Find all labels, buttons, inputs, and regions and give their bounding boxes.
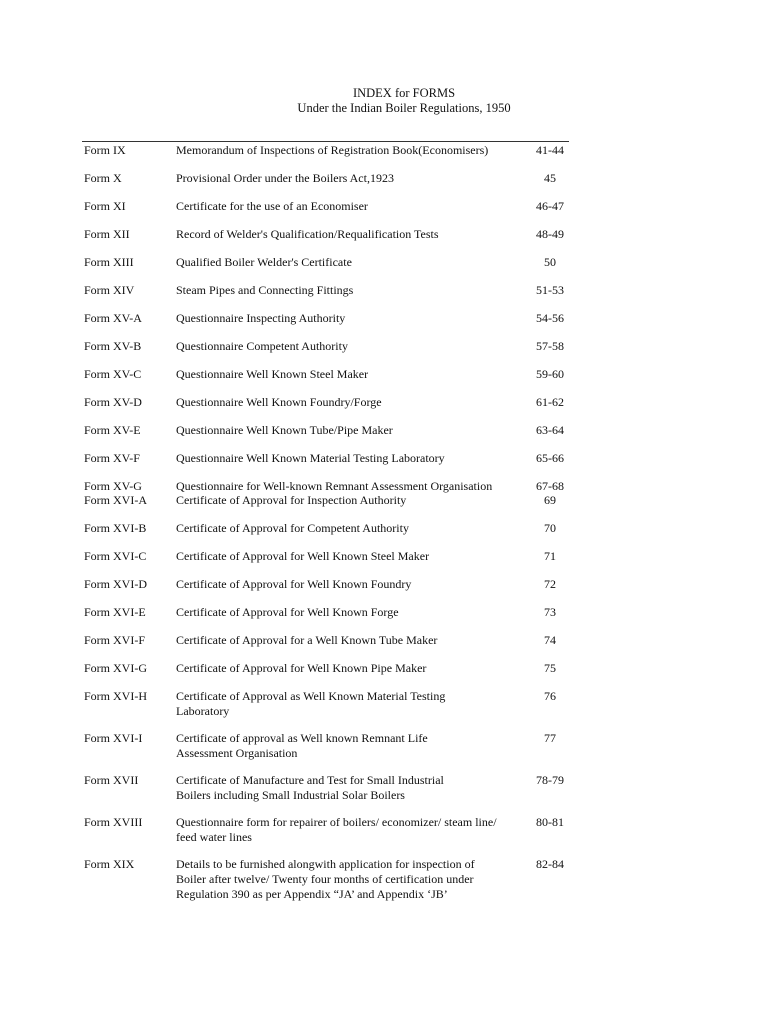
form-number: Form XV-G bbox=[84, 479, 142, 493]
page-range: 50 bbox=[544, 255, 556, 269]
form-description: Certificate for the use of an Economiser bbox=[176, 199, 368, 213]
form-number: Form XV-F bbox=[84, 451, 140, 465]
index-row bbox=[0, 661, 768, 691]
form-description: Memorandum of Inspections of Registration Book(Economisers) bbox=[176, 143, 489, 157]
page-range: 82-84 bbox=[536, 857, 564, 871]
form-number: Form XVI-A bbox=[84, 493, 147, 507]
index-row bbox=[0, 549, 768, 579]
form-description: Details to be furnished alongwith application for inspection of bbox=[176, 857, 475, 871]
page-range: 61-62 bbox=[536, 395, 564, 409]
form-description: Certificate of Approval for Well Known Forge bbox=[176, 605, 399, 619]
form-number: Form XVI-B bbox=[84, 521, 147, 535]
header-rule bbox=[82, 141, 569, 142]
form-description: Steam Pipes and Connecting Fittings bbox=[176, 283, 354, 297]
form-description: Questionnaire Competent Authority bbox=[176, 339, 348, 353]
page-range: 65-66 bbox=[536, 451, 564, 465]
page-range: 41-44 bbox=[536, 143, 564, 157]
form-description: Qualified Boiler Welder's Certificate bbox=[176, 255, 352, 269]
form-number: Form XV-D bbox=[84, 395, 142, 409]
index-row bbox=[0, 339, 768, 369]
form-description: Certificate of Approval for Well Known Pipe Maker bbox=[176, 661, 427, 675]
index-row bbox=[0, 731, 768, 761]
form-number: Form XV-A bbox=[84, 311, 142, 325]
form-description: Laboratory bbox=[176, 704, 230, 718]
form-number: Form XIX bbox=[84, 857, 135, 871]
form-description: Questionnaire Well Known Steel Maker bbox=[176, 367, 369, 381]
index-row bbox=[0, 199, 768, 229]
page-range: 67-68 bbox=[536, 479, 564, 493]
form-number: Form IX bbox=[84, 143, 126, 157]
form-number: Form XVI-E bbox=[84, 605, 146, 619]
page-range: 59-60 bbox=[536, 367, 564, 381]
form-description: Certificate of Approval for Inspection Authority bbox=[176, 493, 407, 507]
form-description: Boilers including Small Industrial Solar Boilers bbox=[176, 788, 405, 802]
index-row bbox=[0, 227, 768, 257]
form-description: Questionnaire Well Known Foundry/Forge bbox=[176, 395, 382, 409]
page-range: 48-49 bbox=[536, 227, 564, 241]
form-number: Form XV-C bbox=[84, 367, 142, 381]
page-range: 74 bbox=[544, 633, 556, 647]
index-row bbox=[0, 605, 768, 635]
index-row bbox=[0, 815, 768, 845]
page-range: 70 bbox=[544, 521, 556, 535]
index-row bbox=[0, 521, 768, 551]
index-row bbox=[0, 857, 768, 901]
page-range: 76 bbox=[544, 689, 556, 703]
index-row bbox=[0, 689, 768, 719]
form-description: Provisional Order under the Boilers Act,1923 bbox=[176, 171, 394, 185]
page-range: 73 bbox=[544, 605, 556, 619]
page-range: 51-53 bbox=[536, 283, 564, 297]
form-description: Certificate of Approval for Competent Authority bbox=[176, 521, 409, 535]
form-number: Form XVI-I bbox=[84, 731, 143, 745]
form-description: feed water lines bbox=[176, 830, 252, 844]
form-number: Form XV-B bbox=[84, 339, 142, 353]
page-range: 46-47 bbox=[536, 199, 564, 213]
page-range: 75 bbox=[544, 661, 556, 675]
form-number: Form XVII bbox=[84, 773, 139, 787]
page-title: INDEX for FORMS bbox=[352, 86, 456, 100]
form-description: Questionnaire Well Known Tube/Pipe Maker bbox=[176, 423, 393, 437]
index-row bbox=[0, 633, 768, 663]
form-description: Regulation 390 as per Appendix “JA’ and Appendix ‘JB’ bbox=[176, 887, 448, 901]
form-description: Certificate of approval as Well known Remnant Life bbox=[176, 731, 428, 745]
index-row bbox=[0, 395, 768, 425]
page-range: 80-81 bbox=[536, 815, 564, 829]
form-description: Boiler after twelve/ Twenty four months of certification under bbox=[176, 872, 474, 886]
index-row bbox=[0, 423, 768, 453]
form-number: Form XVI-C bbox=[84, 549, 147, 563]
page-range: 54-56 bbox=[536, 311, 564, 325]
form-number: Form XVIII bbox=[84, 815, 143, 829]
form-number: Form XVI-F bbox=[84, 633, 146, 647]
index-row bbox=[0, 577, 768, 607]
page-range: 45 bbox=[544, 171, 556, 185]
form-description: Questionnaire Well Known Material Testing Laboratory bbox=[176, 451, 445, 465]
form-description: Certificate of Approval as Well Known Material Testing bbox=[176, 689, 446, 703]
page-range: 63-64 bbox=[536, 423, 564, 437]
page-range: 57-58 bbox=[536, 339, 564, 353]
form-description: Certificate of Approval for Well Known Foundry bbox=[176, 577, 412, 591]
form-description: Record of Welder's Qualification/Requalification Tests bbox=[176, 227, 439, 241]
form-number: Form XIII bbox=[84, 255, 134, 269]
index-row bbox=[0, 283, 768, 313]
form-number: Form X bbox=[84, 171, 122, 185]
page-range: 78-79 bbox=[536, 773, 564, 787]
index-row bbox=[0, 493, 768, 523]
form-number: Form XIV bbox=[84, 283, 135, 297]
page-range: 69 bbox=[544, 493, 556, 507]
index-row bbox=[0, 171, 768, 201]
form-description: Certificate of Approval for a Well Known Tube Maker bbox=[176, 633, 438, 647]
form-number: Form XVI-G bbox=[84, 661, 147, 675]
form-number: Form XV-E bbox=[84, 423, 141, 437]
form-number: Form XI bbox=[84, 199, 126, 213]
form-description: Assessment Organisation bbox=[176, 746, 298, 760]
page-range: 72 bbox=[544, 577, 556, 591]
page-subtitle: Under the Indian Boiler Regulations, 1950 bbox=[297, 101, 511, 115]
index-row bbox=[0, 311, 768, 341]
form-description: Certificate of Approval for Well Known Steel Maker bbox=[176, 549, 430, 563]
form-number: Form XVI-D bbox=[84, 577, 147, 591]
index-row bbox=[0, 255, 768, 285]
page-range: 71 bbox=[544, 549, 556, 563]
index-row bbox=[0, 773, 768, 803]
form-number: Form XII bbox=[84, 227, 130, 241]
form-description: Certificate of Manufacture and Test for Small Industrial bbox=[176, 773, 444, 787]
index-row bbox=[0, 451, 768, 481]
index-row bbox=[0, 143, 768, 173]
form-description: Questionnaire for Well-known Remnant Assessment Organisation bbox=[176, 479, 493, 493]
form-description: Questionnaire Inspecting Authority bbox=[176, 311, 346, 325]
form-description: Questionnaire form for repairer of boilers/ economizer/ steam line/ bbox=[176, 815, 497, 829]
form-number: Form XVI-H bbox=[84, 689, 147, 703]
index-row bbox=[0, 367, 768, 397]
page-range: 77 bbox=[544, 731, 556, 745]
